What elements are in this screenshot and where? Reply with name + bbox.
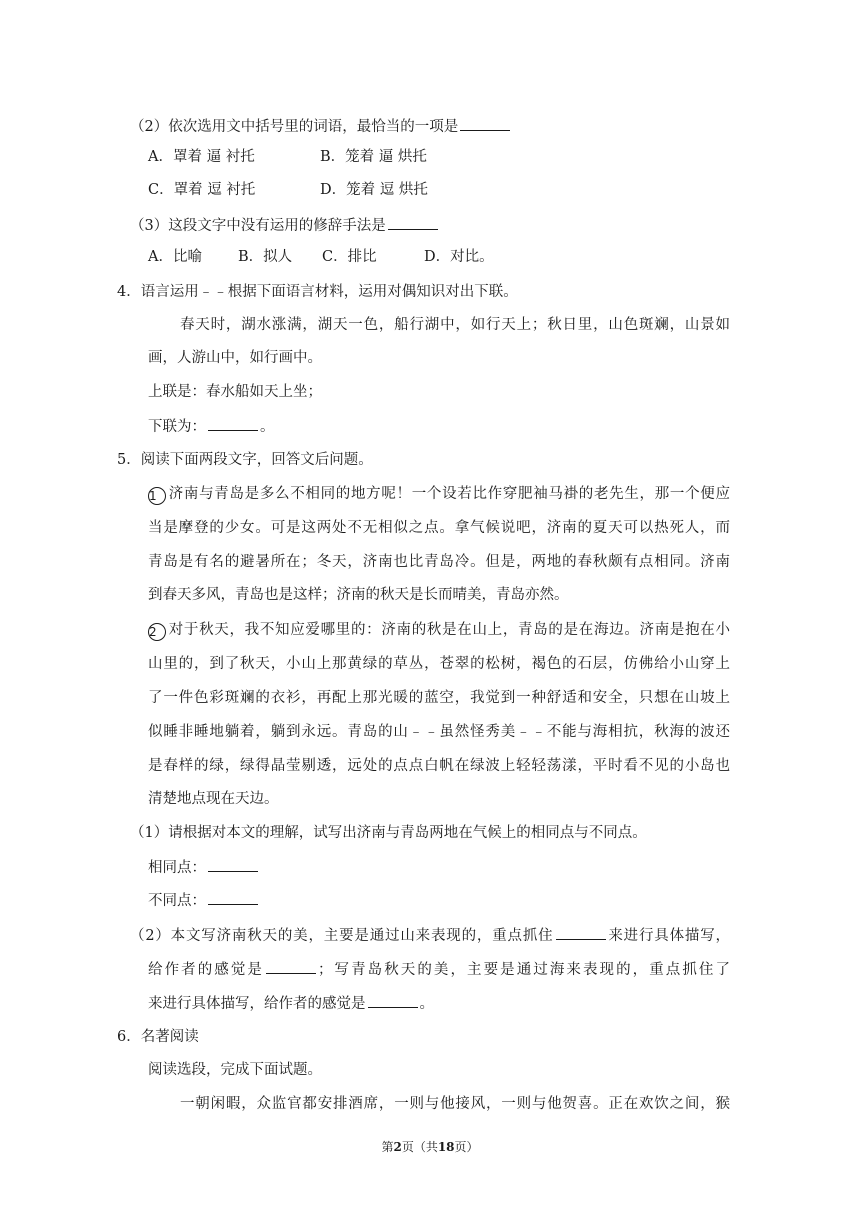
q4-paragraph-line: 画，人游山中，如行画中。 (148, 350, 322, 366)
q4-paragraph-line: 春天时，湖水涨满，湖天一色，船行湖中，如行天上；秋日里，山色斑斓，山景如 (180, 317, 730, 333)
option-a: A．罩着 逼 衬托 (148, 149, 255, 165)
q5-diff-points: 不同点： (148, 890, 260, 910)
answer-blank (266, 959, 316, 974)
total-pages: 18 (437, 1140, 455, 1154)
q5-paragraph2-line: 似睡非睡地躺着，躺到永远。青岛的山﹣﹣虽然怪秀美﹣﹣不能与海相抗，秋海的波还 (148, 724, 730, 740)
answer-blank (388, 215, 438, 230)
question-text: （2）依次选用文中括号里的词语，最恰当的一项是 (130, 119, 459, 135)
q4-upper-couplet: 上联是：春水船如天上坐； (148, 384, 322, 400)
q3-sub2-question (130, 116, 512, 136)
page-number: 2 (393, 1140, 402, 1154)
q6-passage-line: 一朝闲暇，众监官都安排酒席，一则与他接风，一则与他贺喜。正在欢饮之间，猴 (180, 1096, 730, 1112)
q5-paragraph1-line: 到春天多风，青岛也是这样；济南的秋天是长而晴美，青岛亦然。 (148, 587, 569, 603)
paragraph-number-circle: 2 (148, 623, 166, 641)
q5-paragraph1-line: 青岛是有名的避暑所在；冬天，济南也比青岛冷。但是，两地的春秋颇有点相同。济南 (148, 554, 730, 570)
q5-title: 5．阅读下面两段文字，回答文后问题。 (117, 452, 373, 468)
page-footer: 第2页（共18页） (381, 1140, 479, 1154)
q5-paragraph1-line: 1 济南与青岛是多么不相同的地方呢！一个设若比作穿肥袖马褂的老先生，那一个便应 (149, 486, 730, 503)
option-c: C．罩着 逗 衬托 (148, 182, 256, 198)
answer-blank (556, 925, 606, 940)
q5-paragraph2-line: 山里的，到了秋天，小山上那黄绿的草丛，苍翠的松树，褐色的石层，仿佛给小山穿上 (148, 656, 730, 672)
answer-blank (460, 116, 510, 131)
option-c: C．排比 (322, 249, 377, 265)
option-d: D．对比。 (424, 249, 494, 265)
q6-intro: 阅读选段，完成下面试题。 (148, 1062, 322, 1078)
q3-sub2-options-row2 (148, 181, 428, 199)
q5-paragraph2-line: 了一件色彩斑斓的衣衫，再配上那光暖的蓝空，我觉到一种舒适和安全，只想在山坡上 (148, 690, 730, 706)
q5-paragraph2-line: 清楚地点现在天边。 (148, 791, 279, 807)
q5-sub1-question: （1）请根据对本文的理解，试写出济南与青岛两地在气候上的相同点与不同点。 (130, 825, 647, 841)
q3-sub2-options-row1 (148, 148, 427, 166)
option-d: D．笼着 逗 烘托 (320, 182, 428, 198)
q3-sub3-options (148, 248, 494, 266)
option-b: B．笼着 逼 烘托 (320, 149, 427, 165)
question-text: （3）这段文字中没有运用的修辞手法是 (130, 218, 386, 234)
q5-same-points: 相同点： (148, 857, 260, 877)
option-b: B．拟人 (238, 249, 293, 265)
q5-paragraph2-line: 是春样的绿，绿得晶莹剔透，远处的点点白帆在绿波上轻轻荡漾，平时看不见的小岛也 (148, 758, 730, 774)
answer-blank (208, 416, 258, 431)
answer-blank (368, 993, 418, 1008)
q3-sub3-question (130, 215, 440, 235)
q5-paragraph2-line: 2 对于秋天，我不知应爱哪里的：济南的秋是在山上，青岛的是在海边。济南是抱在小 (149, 622, 730, 639)
q5-sub2-line3: 来进行具体描写，给作者的感觉是 。 (148, 993, 434, 1013)
paragraph-number-circle: 1 (148, 487, 166, 505)
q5-paragraph1-line: 当是摩登的少女。可是这两处不无相似之点。拿气候说吧，济南的夏天可以热死人，而 (148, 520, 730, 536)
q5-sub2-line1: （2）本文写济南秋天的美，主要是通过山来表现的，重点抓住 来进行具体描写， (130, 925, 730, 945)
answer-blank (208, 890, 258, 905)
q6-title: 6．名著阅读 (117, 1029, 199, 1045)
answer-blank (208, 857, 258, 872)
q4-title: 4．语言运用﹣﹣根据下面语言材料，运用对偶知识对出下联。 (117, 284, 518, 300)
q4-lower-couplet: 下联为： 。 (148, 416, 275, 436)
q5-sub2-line2: 给作者的感觉是 ；写青岛秋天的美，主要是通过海来表现的，重点抓住了 (148, 959, 730, 979)
option-a: A．比喻 (148, 249, 202, 265)
